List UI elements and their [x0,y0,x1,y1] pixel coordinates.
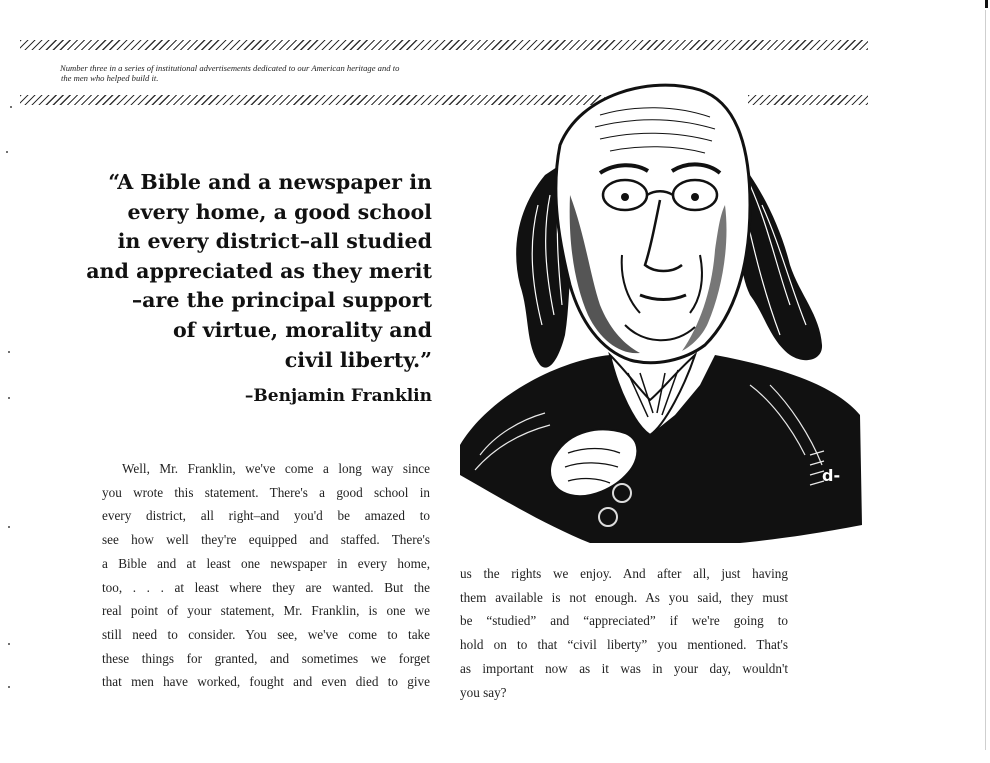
body-line: you wrote this statement. There's a good school in [102,484,430,500]
quote-line: of virtue, morality and [172,317,432,342]
artist-signature: d- [822,466,841,485]
benjamin-franklin-portrait-icon [450,55,870,545]
margin-mark [10,106,12,108]
body-line: be “studied” and “appreciated” if we're going to [460,613,788,629]
quote-line: every home, a good school [127,199,432,224]
margin-mark [8,643,10,645]
quote-line: civil liberty.” [284,347,432,372]
quote-line: “A Bible and a newspaper in [108,170,432,194]
body-line: hold on to that “civil liberty” you mentioned. That's [460,637,788,653]
quote-line: –are the principal support [131,288,432,313]
margin-mark [6,151,8,153]
series-note-line-1: Number three in a series of institutional advertisements dedicated to our American heritage and to [60,63,400,73]
body-line: Well, Mr. Franklin, we've come a long way since [122,461,430,476]
series-note-line-2: the men who helped build it. [61,72,159,83]
body-line: too, . . . at least where they are wanted. But the [102,579,430,595]
body-text-column-left [102,457,430,694]
quote-line: and appreciated as they merit [86,258,432,283]
body-line: every district, all right–and you'd be amazed to [102,508,430,524]
margin-mark [8,351,10,353]
body-line: real point of your statement, Mr. Franklin, is one we [102,603,430,619]
margin-mark [8,397,10,399]
quote-attribution: –Benjamin Franklin [244,386,432,406]
quote-line: in every district–all studied [117,229,432,254]
franklin-quote [52,168,432,375]
body-line: these things for granted, and sometimes we forget [102,650,430,666]
body-line: still need to consider. You see, we've come to take [102,626,430,642]
body-line: them available is not enough. As you said, they must [460,589,788,605]
body-line: us the rights we enjoy. And after all, just having [460,566,788,581]
body-line: you say? [460,684,507,700]
scan-corner-mark [985,0,988,8]
margin-mark [8,686,10,688]
decorative-border-top [20,40,868,50]
margin-mark [8,526,10,528]
body-text-column-right [460,562,788,704]
body-line: that men have worked, fought and even died to give [102,674,430,690]
body-line: see how well they're equipped and staffed. There's [102,532,430,548]
page-edge-line [985,10,986,750]
body-line: as important now as it was in your day, wouldn't [460,660,788,676]
body-line: a Bible and at least one newspaper in every home, [102,555,430,571]
